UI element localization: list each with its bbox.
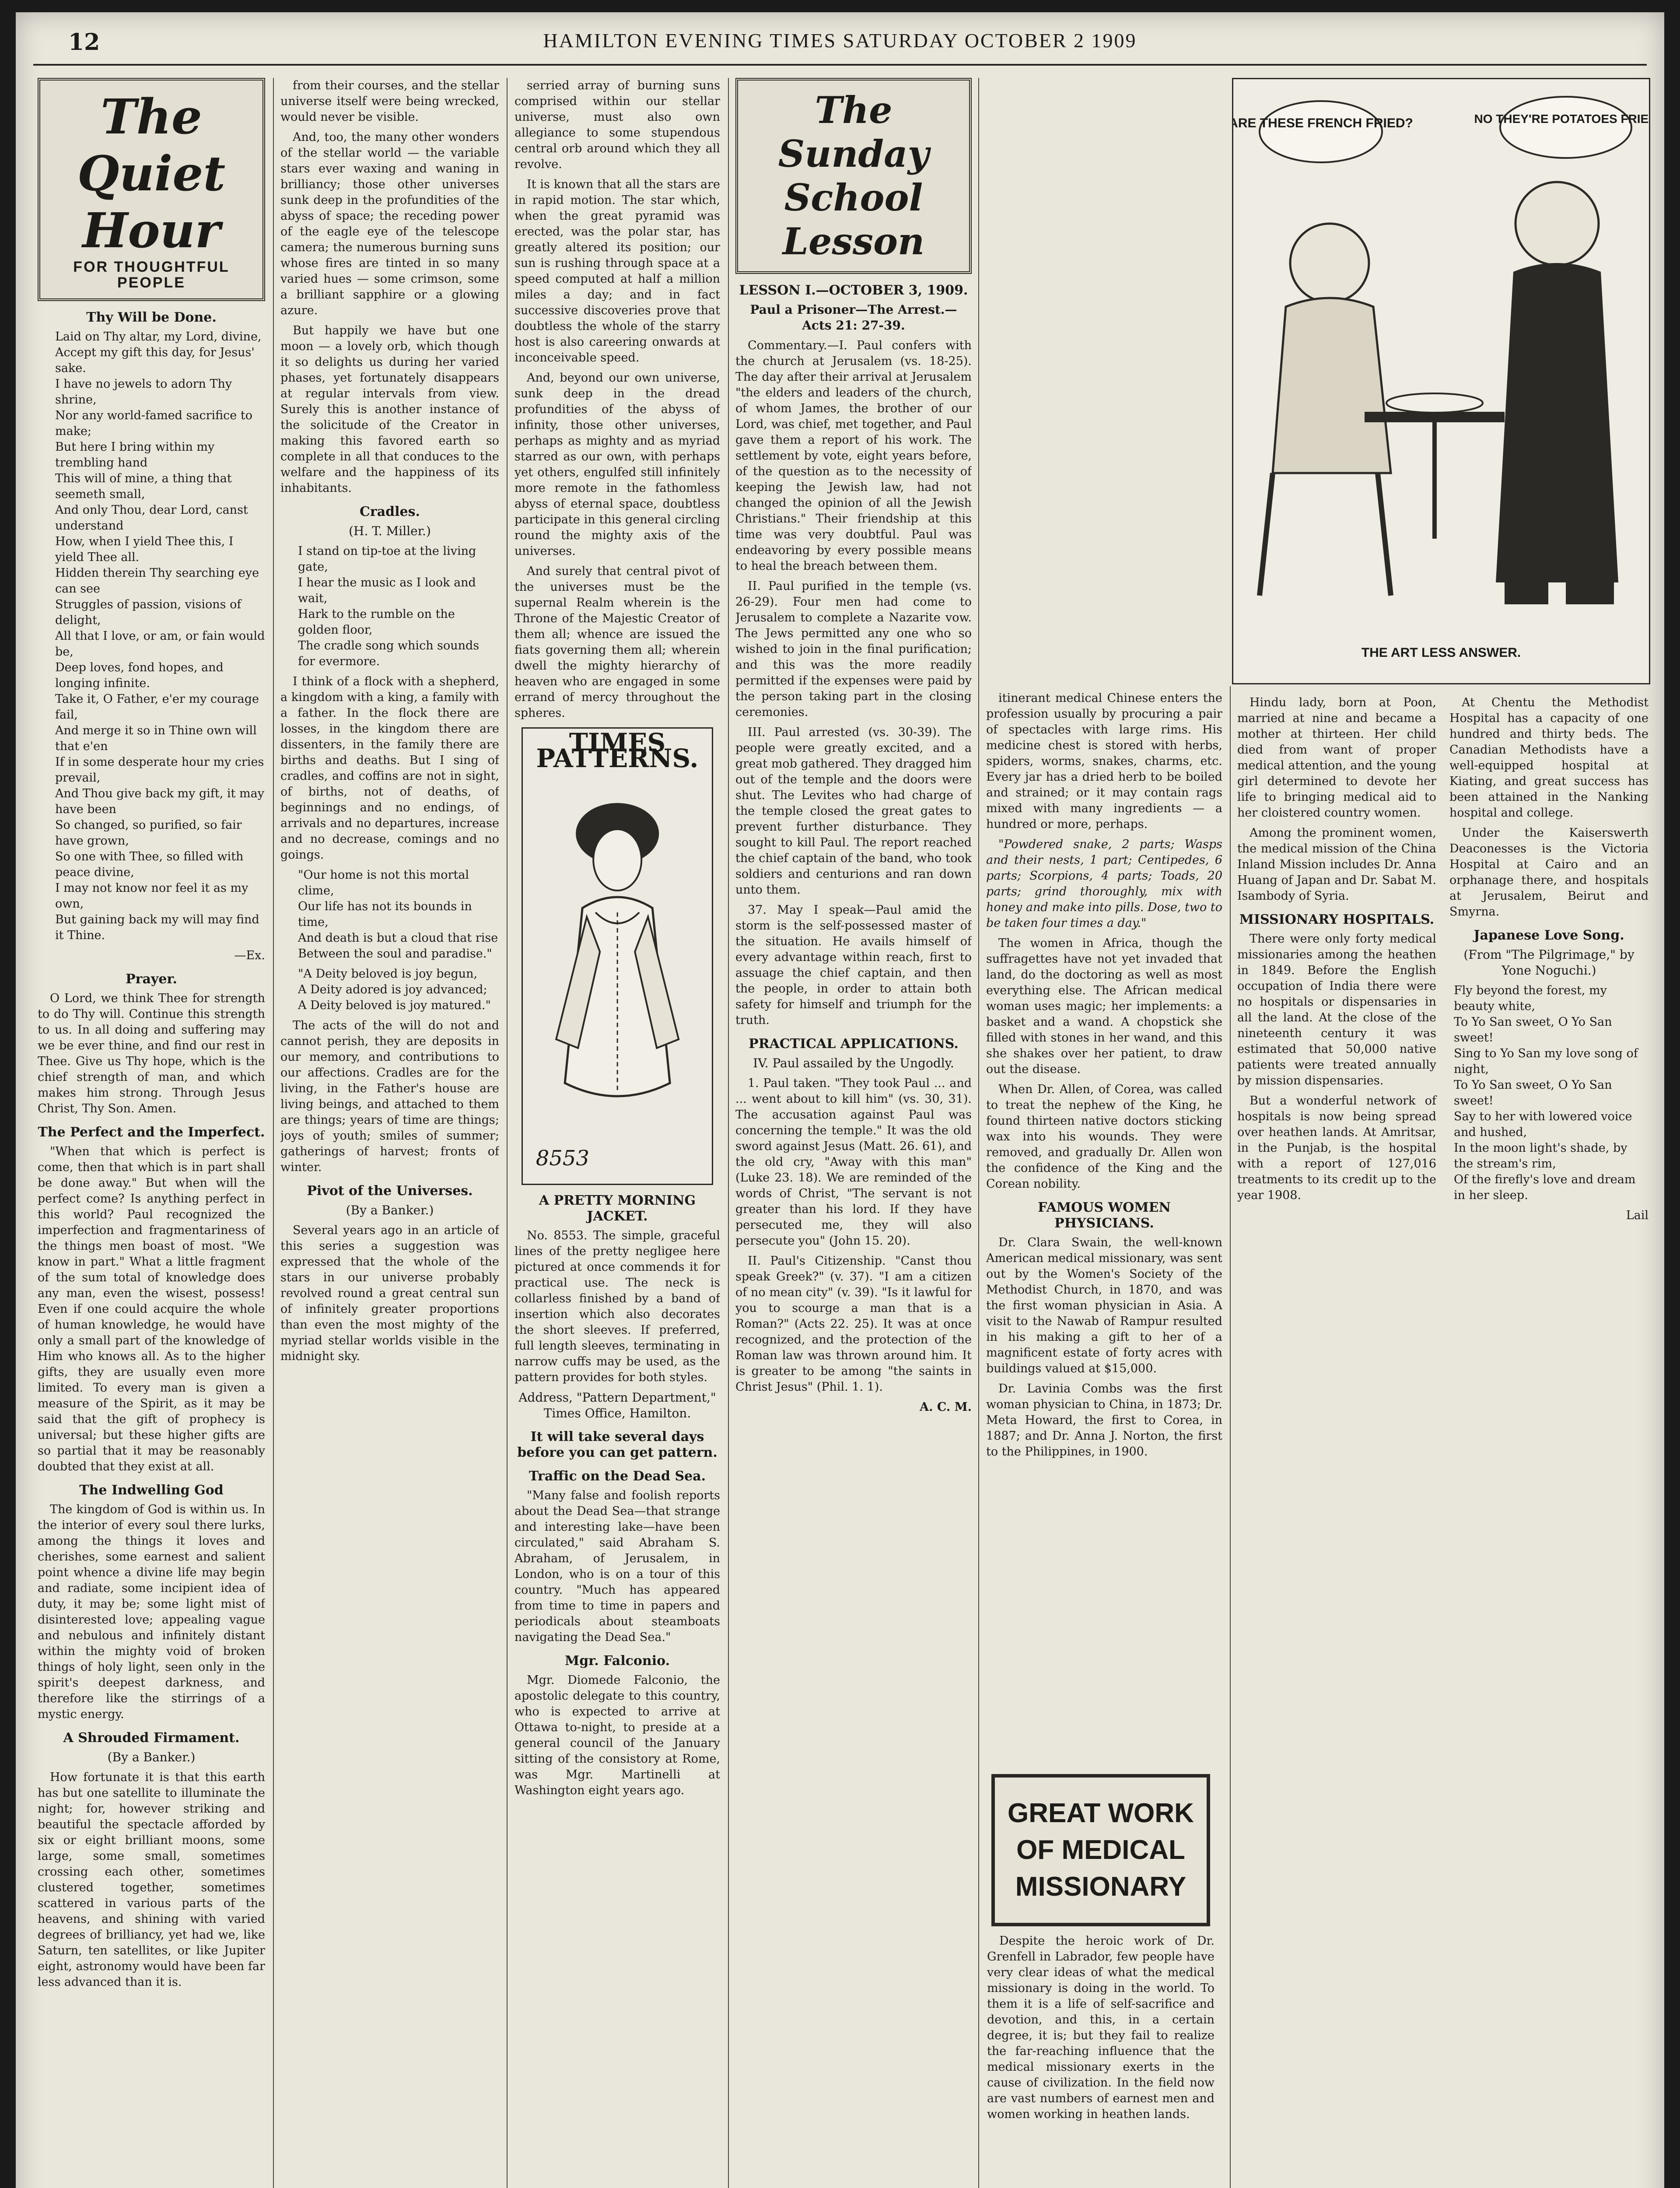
prescription-text: "Powdered snake, 2 parts; Wasps and their nests, 1 part; Centipedes, 6 parts; Scorpions, 4 parts; Toads, 20 parts; grind thoroughly, mix with honey and make into pills. Dose, two to be taken four times a day." [986, 838, 1222, 930]
jacket-title: A PRETTY MORNING JACKET. [539, 1193, 696, 1224]
diner-head [1290, 224, 1369, 302]
cartoon-panel [1232, 78, 1650, 684]
great-work-text: Despite the heroic work of Dr. Grenfell in Labrador, few people have very clear ideas of what the medical missionary is doing in the world. To them it is a life of self-sacrifice and devotion, and this, in a certain degree, it is; but they fail to realize the far-reaching influence that the medical missionary exerts in the cause of civilization. In the field now are vast numbers of earnest men and women working in heathen lands. [987, 1934, 1214, 2121]
song-signature: Lail [1626, 1209, 1648, 1222]
column-rule [728, 78, 729, 2188]
pivot-text: Several years ago in an article of this series a suggestion was expressed that the whole of the stars in our universe probably revolved round a great central sun of infinitely greater proportions than even the most mighty of the myriad stellar worlds visible in the midnight sky. [280, 1224, 499, 1363]
col6-para2: Among the prominent women, the medical mission of the China Inland Mission includes Dr. Anna Huang of Japan and Dr. Sabat M. Isambody of Syria. [1237, 826, 1436, 903]
great-work-section [978, 1767, 1223, 2122]
shrouded-credit: (By a Banker.) [107, 1750, 196, 1764]
col3-para1: serried array of burning suns comprised within our stellar universe, must also own allegiance to some stupendous central orb around which they all revolve. [514, 79, 720, 171]
col5-intro: itinerant medical Chinese enters the profession usually by procuring a pair of spectacles with large rims. His medicine chest is stored with herbs, spiders, worms, snakes, charms, etc. Every jar has a dried herb to be boiled and strained; or it may contain rags mixed with many ingredients — a hundred or more, perhaps. [986, 691, 1222, 831]
col5-para2: The women in Africa, though the suffragettes have not yet invaded that land, do the doctoring as well as most everything else. The African medical woman uses magic; her implements: a basket and a wand. A chopstick she filled with stones in her wand, and this she shakes over her patient, to draw out the disease. [986, 936, 1222, 1076]
cradles-poem: I stand on tip-toe at the living gate, I hear the music as I look and wait, Hark to the rumble on the golden floor, The cradle song which sounds for evermore. [298, 544, 480, 668]
quiet-hour-header [38, 78, 265, 301]
pivot-credit: (By a Banker.) [346, 1203, 434, 1217]
lesson-sub: Paul a Prisoner—The Arrest.—Acts 21: 27-39. [750, 302, 957, 333]
cradles-text: I think of a flock with a shepherd, a kingdom with a king, a family with a father. In the flock there are losses, in the kingdom there are dissenters, in the family there are births and deaths. But I sing of cradles, and coffins are not in sight, of births, not of deaths, of beginnings and no endings, of arrivals and no departures, increase and no decrease, comings and no goings. [280, 675, 499, 862]
poem-text: Laid on Thy altar, my Lord, divine, Accept my gift this day, for Jesus' sake. I have no jewels to adorn Thy shrine, Nor any world-famed sacrifice to make; But here I bring within my trembling hand This will of mine, a thing that seemeth small, And only Thou, dear Lord, canst understand How, when I yield Thee this, I yield Thee all. Hidden therein Thy searching eye can see Struggles of passion, visions of delight, All that I love, or am, or fain would be, Deep loves, fond hopes, and longing infinite. Take it, O Father, e'er my courage fail, And merge it so in Thine own will that e'en If in some desperate hour my cries prevail, And Thou give back my gift, it may have been So changed, so purified, so fair have grown, So one with Thee, so filled with peace divine, I may not know nor feel it as my own, But gaining back my will may find it Thine. [55, 330, 265, 942]
col6-para6: Under the Kaiserswerth Deaconesses is the Victoria Hospital at Cairo and an orphanage there, and hospitals at Jerusalem, Beirut and Smyrna. [1449, 826, 1648, 919]
times-patterns-banner: TIMES PATTERNS. [536, 728, 699, 773]
famous-text: Dr. Clara Swain, the well-known American medical missionary, was sent out by the Women's Society of the Methodist Church, in 1870, and was the first woman physician in Asia. A visit to the Nawab of Rampur resulted in his making a gift to her of a magnificent estate of forty acres with buildings valued at $15,000. [986, 1236, 1222, 1375]
column-rule [273, 78, 274, 2188]
column-six [1237, 695, 1648, 2188]
newspaper-page [16, 12, 1664, 2188]
column-rule [507, 78, 508, 2188]
col2-intro: from their courses, and the stellar universe itself were being wrecked, would never be visible. [280, 79, 499, 124]
cartoon-caption: THE ART LESS ANSWER. [1361, 645, 1521, 660]
waiter-head [1516, 182, 1599, 265]
hospitals-text: There were only forty medical missionaries among the heathen in 1849. Before the English occupation of India there were no hospitals or dispensaries in all the land. At the close of the nineteenth century it was estimated that 50,000 native patients were treated annually by mission dispensaries. [1237, 932, 1436, 1087]
cartoon-drawing [1233, 79, 1649, 644]
address-label: Address, "Pattern Department," Times Office, Hamilton. [518, 1390, 716, 1420]
shrouded-text: How fortunate it is that this earth has but one satellite to illuminate the night; for, however striking and beautiful the spectacle afforded by six or eight brilliant moons, some large, some small, sometimes crossing each other, sometimes clustered together, sometimes scattered in various parts of the heavens, and shining with varied degrees of brilliancy, yet had we, like Saturn, ten satellites, or like Jupiter eight, astronomy would have been far less advanced than it is. [38, 1771, 265, 1989]
col6-para5: At Chentu the Methodist Hospital has a capacity of one hundred and thirty beds. The Canadian Methodists have a well-equipped hospital at Kiating, and great success has been attained in the Nanking hospital and college. [1449, 696, 1648, 820]
delivery-note: It will take several days before you can get pattern. [517, 1429, 718, 1460]
indwelling-title: The Indwelling God [79, 1483, 224, 1498]
jacket-drawing [523, 768, 712, 1162]
col5-para3: When Dr. Allen, of Corea, was called to treat the nephew of the King, he found thirteen native doctors sticking wax into his wounds. They were removed, and gradually Dr. Allen won the confidence of the King and the Corean nobility. [986, 1083, 1222, 1191]
col2-para1: And, too, the many other wonders of the stellar world — the variable stars ever waxing and waning in brilliancy; those other universes sunk deep in the profundities of the abyss of space; the receding power of the eagle eye of the telescope camera; the numerous burning suns whose fires are tinted in so many varied hues — some crimson, some a brilliant sapphire or a glowing azure. [280, 130, 499, 317]
pattern-number: 8553 [536, 1146, 589, 1171]
dead-sea-text: "Many false and foolish reports about the Dead Sea—that strange and interesting lake—have been circulated," said Abraham S. Abraham, of Jerusalem, in London, who is on a tour of this country. "Much has appeared from time to time in papers and periodicals about steamboats navigating the Dead Sea." [514, 1489, 720, 1644]
cradles-credit: (H. T. Miller.) [349, 524, 431, 538]
column-rule [1230, 686, 1231, 2188]
times-patterns-illustration [522, 727, 713, 1185]
song-title: Japanese Love Song. [1474, 928, 1624, 943]
home-lines: "Our home is not this mortal clime, Our life has not its bounds in time, And death is but a cloud that rise Between the soul and paradise." [298, 868, 498, 961]
song-text: Fly beyond the forest, my beauty white, To Yo San sweet, O Yo San sweet! Sing to Yo San my love song of night, To Yo San sweet, O Yo San sweet! Say to her with lowered voice and hushed, In the moon light's shade, by the stream's rim, Of the firefly's love and dream in her sleep. [1454, 984, 1638, 1202]
col3-para3: And, beyond our own universe, sunk deep in the dread profundities of the abyss of infinity, those other universes, perhaps as mighty and as myriad starred as our own, with perhaps yet others, engulfed still infinitely more remote in the fathomless abyss of eternal space, doubtless participate in this general circling round the mighty axis of the universes. [514, 371, 720, 558]
perfect-title: The Perfect and the Imperfect. [38, 1125, 265, 1140]
face-shape [593, 829, 641, 891]
plate [1386, 393, 1483, 413]
waiter-shoe-left [1505, 582, 1548, 604]
diner-body [1273, 298, 1391, 473]
lesson-para2: II. Paul purified in the temple (vs. 26-29). Four men had come to Jerusalem to complete a Nazarite vow. The Jews permitted any one who so wished to join in the final purification; and this was the more readily permitted if the expenses were paid by the person taking part in the closing ceremonies. [735, 579, 972, 719]
pivot-title: Pivot of the Universes. [307, 1183, 473, 1199]
speech-bubble-right [1500, 97, 1631, 158]
column-three [514, 78, 720, 2188]
col3-para2: It is known that all the stars are in rapid motion. The star which, when the great pyramid was erected, was the polar star, has greatly altered its position; our sun is rushing through space at a speed computed at half a million miles a day; and in fact successive discoveries prove that doubtless the whole of the starry host is also careering onwards at inconceivable speed. [514, 178, 720, 365]
falconio-title: Mgr. Falconio. [564, 1653, 670, 1669]
column-two [280, 78, 499, 2188]
column-quiet-hour [38, 78, 265, 2188]
deity-lines: "A Deity beloved is joy begun, A Deity adored is joy advanced; A Deity beloved is joy matured." [298, 967, 491, 1012]
practical-title: PRACTICAL APPLICATIONS. [749, 1036, 959, 1052]
practical-text: 1. Paul taken. "They took Paul ... and ... went about to kill him" (vs. 30, 31). The accusation against Paul was concerning the temple." It was the old sword against Jesus (Matt. 26. 61), and the old cry, "Away with this man" (Luke 23. 18). We are reminded of the words of Christ, "The servant is not greater than his lord. If they have persecuted me, they will also persecute you" (John 15. 20). [735, 1076, 972, 1248]
chair-legs [1260, 473, 1391, 596]
poem-title: Thy Will be Done. [86, 310, 217, 325]
col6-intro: Hindu lady, born at Poon, married at nine and became a mother at thirteen. Her child died from want of proper medical attention, and the young girl determined to devote her life to bringing medical aid to her cloistered country women. [1237, 696, 1436, 820]
famous-title: FAMOUS WOMEN PHYSICIANS. [1038, 1200, 1171, 1231]
waiter-body [1496, 263, 1618, 582]
quiet-hour-subtitle: FOR THOUGHTFUL PEOPLE [73, 259, 230, 291]
page-number: 12 [68, 29, 100, 56]
falconio-text: Mgr. Diomede Falconio, the apostolic delegate to this country, who is expected to arrive at Ottawa to-night, to preside at a general council of the January sitting of the consistory at Rome, was Mgr. Martinelli at Washington eight years ago. [514, 1673, 720, 1797]
col6-para4: But a wonderful network of hospitals is now being spread over heathen lands. At Amritsar, in the Punjab, is the hospital with a report of 127,016 treatments to its credit up to the year 1908. [1237, 1094, 1436, 1202]
prayer-title: Prayer. [126, 971, 177, 987]
commentary-text: Commentary.—I. Paul confers with the church at Jerusalem (vs. 18-25). The day after their arrival at Jerusalem "the elders and leaders of the church, of whom James, the brother of our Lord, was chief, met together, and Paul gave them a report of his work. The settlement by vote, eight years before, of the question as to the necessity of keeping the Jewish law, had not changed the opinion of all the Jewish Christians." Their friendship at this time was very doubtful. Paul was endeavoring by every possible means to heal the breach between them. [735, 339, 972, 573]
quiet-hour-title: The Quiet Hour [77, 88, 226, 259]
song-credit: (From "The Pilgrimage," by Yone Noguchi.) [1463, 947, 1634, 978]
dead-sea-title: Traffic on the Dead Sea. [528, 1469, 706, 1484]
hospitals-title: MISSIONARY HOSPITALS. [1239, 912, 1435, 927]
col2-para2: But happily we have but one moon — a lovely orb, which though it so delights us during her varied phases, yet fortunately disappears at regular intervals from view. Surely this is another instance of the solicitude of the Creator in making this favored earth so complete in all that conduces to the welfare and the happiness of its inhabitants. [280, 324, 499, 495]
sunday-lesson-title: The Sunday School Lesson [778, 88, 929, 263]
bubble-right-text: NO THEY'RE POTATOES FRIED [1474, 112, 1649, 126]
perfect-text: "When that which is perfect is come, then that which is in part shall be done away." But when will the perfect come? Is anything perfect in this world? Paul recognized the imperfection and fragmentariness of the things men boast of most. "We know in part." What a little fragment of the sum total of knowledge does any man, even the wisest, possess! Even if one could acquire the whole of human knowledge, he would have only a small part of the knowledge of Him who knows all. As to the higher gifts, they are usually even more limited. To every man is given a measure of the Spirit, as it may be said that the gift of prophecy is universal; but these higher gifts are so partial that it may be reasonably doubted that they exist at all. [38, 1145, 265, 1473]
speech-bubble-left [1260, 101, 1382, 162]
cartoon-spacer [986, 78, 1222, 691]
col3-para4: And surely that central pivot of the universes must be the supernal Realm wherein is the Throne of the Majestic Creator of them all; whence are issued the fiats governing them all; wherein dwell the mighty hierarchy of heaven who are engaged in some errand of mercy throughout the spheres. [514, 565, 720, 720]
sunday-lesson-header [735, 78, 972, 274]
indwelling-text: The kingdom of God is within us. In the interior of every soul there lurks, among the things it loves and cherishes, some earnest and salient point whence a divine life may begin and radiate, some incipient idea of duty, it may be; some light mist of disinterested love; appealing vague and nebulous and infinitely distant within the mighty void of broken things of holy light, seen only in the spirit's deepest darkness, and therefore like the stirrings of a mystic energy. [38, 1503, 265, 1721]
shrouded-title: A Shrouded Firmament. [63, 1730, 240, 1746]
prayer-text: O Lord, we think Thee for strength to do Thy will. Continue this strength to us. In all doing and suffering may we be ever thine, and find our rest in Thee. Give us Thy hope, which is the chief strength of man, and which makes him strong. Through Jesus Christ, Thy Son. Amen. [38, 992, 265, 1115]
col2-para3: The acts of the will do not and cannot perish, they are deposits in our memory, and contributions to our affections. Cradles are for the living, in the Father's house are living beings, and attached to them are things; years of time are things; joys of youth; smiles of summer; gatherings of harvest; fronts of winter. [280, 1019, 499, 1174]
masthead-title: HAMILTON EVENING TIMES SATURDAY OCTOBER 2 1909 [543, 29, 1137, 52]
waiter-shoe-right [1566, 582, 1614, 604]
masthead [33, 16, 1647, 66]
great-work-banner: GREAT WORK OF MEDICAL MISSIONARY [991, 1774, 1210, 1926]
column-sunday-lesson [735, 78, 972, 2188]
bubble-left-text: ARE THESE FRENCH FRIED? [1233, 116, 1413, 130]
jacket-text: No. 8553. The simple, graceful lines of the pretty negligee here pictured at once commends it for practical use. The neck is collarless finished by a band of insertion which also decorates the short sleeves. If preferred, full length sleeves, terminating in narrow cuffs may be used, as the pattern provides for both styles. [514, 1229, 720, 1384]
lesson-para4: 37. May I speak—Paul amid the storm is the self-possessed master of the situation. He avails himself of every advantage within reach, first to assuage the chief captain, and then the people, in order to attain both safety for himself and triumph for the truth. [735, 903, 972, 1027]
practical-sub: IV. Paul assailed by the Ungodly. [753, 1056, 954, 1070]
poem-credit: —Ex. [234, 949, 265, 962]
cradles-title: Cradles. [360, 504, 420, 519]
citizen-text: II. Paul's Citizenship. "Canst thou speak Greek?" (v. 37). "I am a citizen of no mean city" (v. 39). "Is it lawful for you to scourge a man that is a Roman?" (Acts 22. 25). It was at once recognized, and the protection of the Roman law was thrown around him. It is greater to be among "the saints in Christ Jesus" (Phil. 1. 1). [735, 1254, 972, 1394]
col5-para5: Dr. Lavinia Combs was the first woman physician to China, in 1873; Dr. Meta Howard, the first to Corea, in 1887; and Dr. Anna J. Norton, the first to the Philippines, in 1900. [986, 1382, 1222, 1459]
lesson-head: LESSON I.—OCTOBER 3, 1909. [739, 283, 968, 298]
lesson-signature: A. C. M. [920, 1400, 972, 1414]
lesson-para3: III. Paul arrested (vs. 30-39). The people were greatly excited, and a great mob gathered. They dragged him out of the temple and the doors were shut. The Levites who had charge of the temple closed the great gates to prevent further disturbance. They sought to kill Paul. The report reached the chief captain of the band, who took soldiers and centurions and ran down unto them. [735, 726, 972, 897]
